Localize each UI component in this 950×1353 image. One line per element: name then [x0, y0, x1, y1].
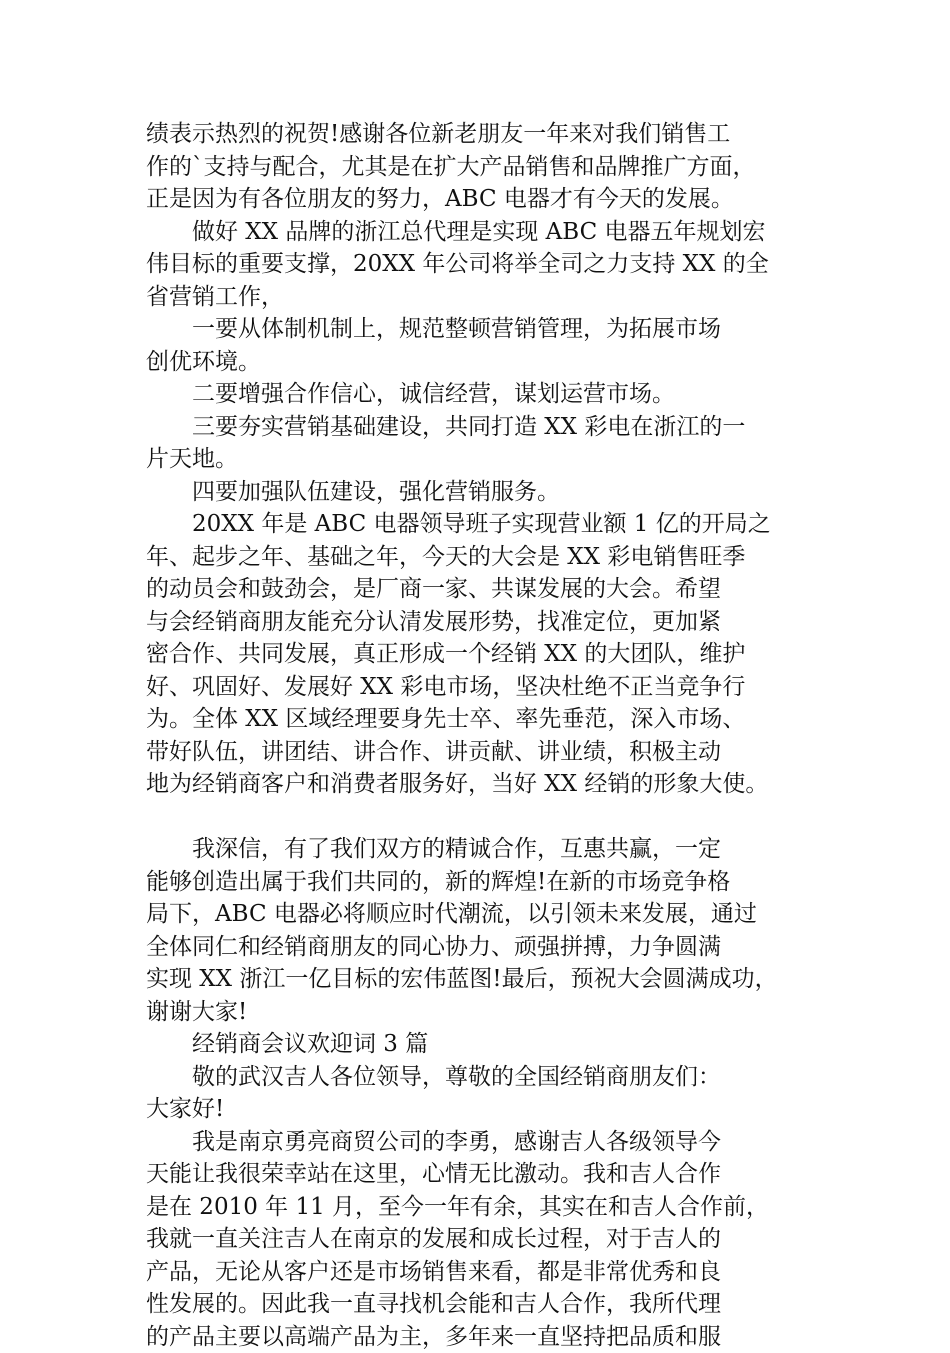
- text-line: 我就一直关注吉人在南京的发展和成长过程，对于吉人的: [146, 1223, 836, 1256]
- text-line: 作的`支持与配合，尤其是在扩大产品销售和品牌推广方面，: [146, 151, 836, 184]
- text-line: 地为经销商客户和消费者服务好，当好 XX 经销的形象大使。: [146, 768, 836, 801]
- text-line: 创优环境。: [146, 346, 836, 379]
- text-line: 的产品主要以高端产品为主，多年来一直坚持把品质和服: [146, 1321, 836, 1353]
- text-line: 局下，ABC 电器必将顺应时代潮流，以引领未来发展，通过: [146, 898, 836, 931]
- text-line: 片天地。: [146, 443, 836, 476]
- text-line: 谢谢大家!: [146, 996, 836, 1029]
- text-line: 密合作、共同发展，真正形成一个经销 XX 的大团队，维护: [146, 638, 836, 671]
- text-line: 做好 XX 品牌的浙江总代理是实现 ABC 电器五年规划宏: [146, 216, 836, 249]
- text-line: 伟目标的重要支撑，20XX 年公司将举全司之力支持 XX 的全: [146, 248, 836, 281]
- text-line: 好、巩固好、发展好 XX 彩电市场，坚决杜绝不正当竞争行: [146, 671, 836, 704]
- text-line: 产品，无论从客户还是市场销售来看，都是非常优秀和良: [146, 1256, 836, 1289]
- text-line: 四要加强队伍建设，强化营销服务。: [146, 476, 836, 509]
- text-line: 绩表示热烈的祝贺!感谢各位新老朋友一年来对我们销售工: [146, 118, 836, 151]
- text-line: 二要增强合作信心，诚信经营，谋划运营市场。: [146, 378, 836, 411]
- document-body: [146, 118, 836, 1353]
- text-line: 一要从体制机制上，规范整顿营销管理，为拓展市场: [146, 313, 836, 346]
- text-line: 正是因为有各位朋友的努力，ABC 电器才有今天的发展。: [146, 183, 836, 216]
- text-line: 我深信，有了我们双方的精诚合作，互惠共赢，一定: [146, 833, 836, 866]
- section-heading: 经销商会议欢迎词 3 篇: [146, 1028, 836, 1061]
- text-line: 与会经销商朋友能充分认清发展形势，找准定位，更加紧: [146, 606, 836, 639]
- greeting: 大家好!: [146, 1093, 836, 1126]
- salutation: 敬的武汉吉人各位领导，尊敬的全国经销商朋友们：: [146, 1061, 836, 1094]
- text-line: 带好队伍，讲团结、讲合作、讲贡献、讲业绩，积极主动: [146, 736, 836, 769]
- text-line: 三要夯实营销基础建设，共同打造 XX 彩电在浙江的一: [146, 411, 836, 444]
- text-line: 能够创造出属于我们共同的，新的辉煌!在新的市场竞争格: [146, 866, 836, 899]
- text-line: 的动员会和鼓劲会，是厂商一家、共谋发展的大会。希望: [146, 573, 836, 606]
- text-line: 是在 2010 年 11 月，至今一年有余，其实在和吉人合作前，: [146, 1191, 836, 1224]
- text-line: 天能让我很荣幸站在这里，心情无比激动。我和吉人合作: [146, 1158, 836, 1191]
- text-line: 全体同仁和经销商朋友的同心协力、顽强拼搏，力争圆满: [146, 931, 836, 964]
- paragraph-gap: [146, 801, 836, 834]
- text-line: 年、起步之年、基础之年，今天的大会是 XX 彩电销售旺季: [146, 541, 836, 574]
- text-line: 20XX 年是 ABC 电器领导班子实现营业额 1 亿的开局之: [146, 508, 836, 541]
- text-line: 实现 XX 浙江一亿目标的宏伟蓝图!最后，预祝大会圆满成功，: [146, 963, 836, 996]
- text-line: 性发展的。因此我一直寻找机会能和吉人合作，我所代理: [146, 1288, 836, 1321]
- text-line: 我是南京勇亮商贸公司的李勇，感谢吉人各级领导今: [146, 1126, 836, 1159]
- text-line: 为。全体 XX 区域经理要身先士卒、率先垂范，深入市场、: [146, 703, 836, 736]
- text-line: 省营销工作，: [146, 281, 836, 314]
